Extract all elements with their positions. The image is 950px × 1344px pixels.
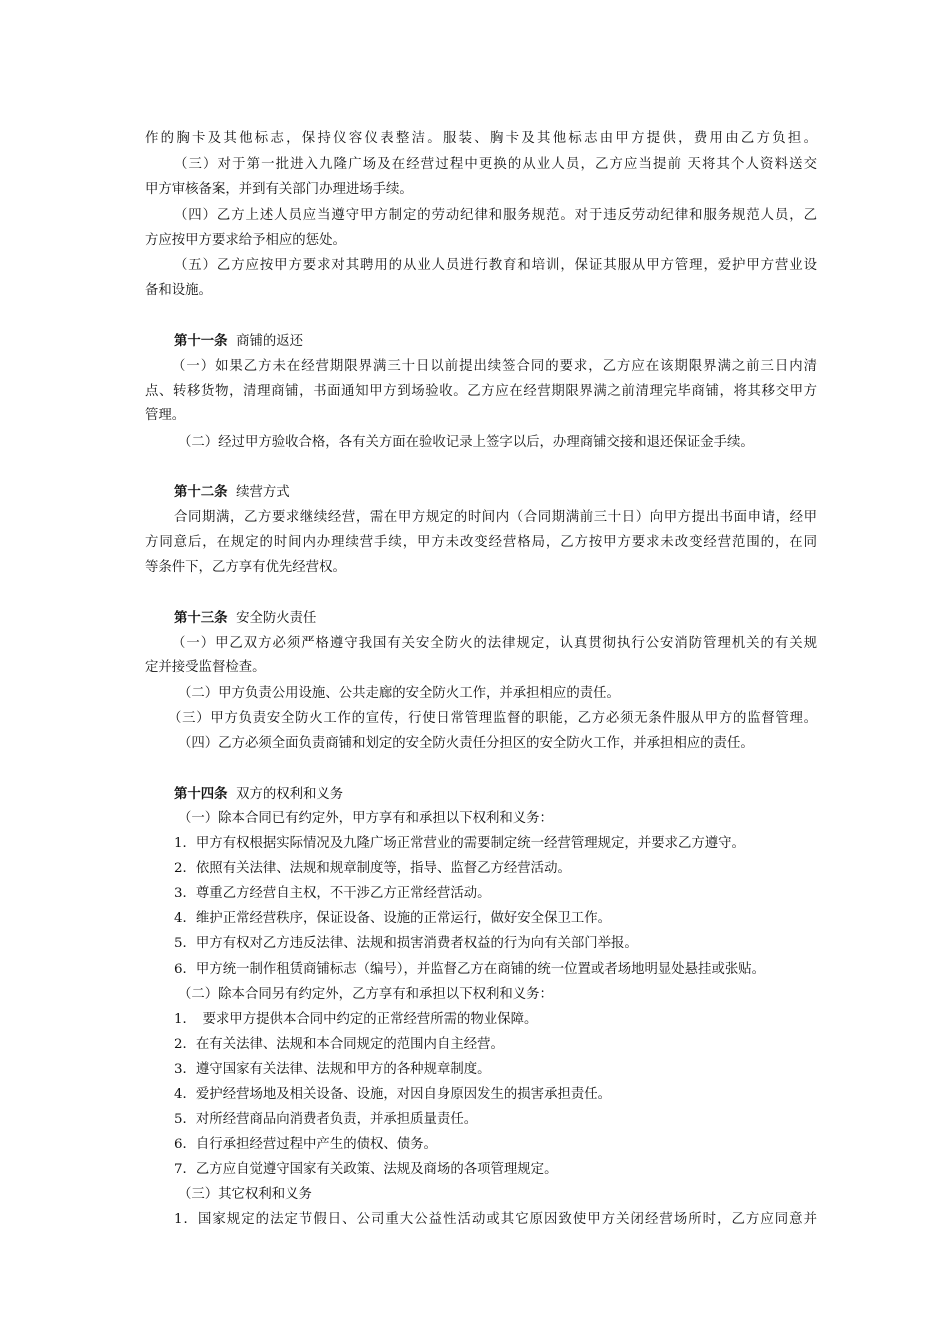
list-item: 2．在有关法律、法规和本合同规定的范围内自主经营。 [174,1037,504,1052]
article-title: 续营方式 [236,485,290,500]
text-line: 定并接受监督检查。 [145,660,266,675]
list-item: 5．对所经营商品向消费者负责，并承担质量责任。 [174,1112,478,1127]
text-line: （一）甲乙双方必须严格遵守我国有关安全防火的法律规定，认真贯彻执行公安消防管理机关的有关规 [172,636,817,651]
article-title: 安全防火责任 [236,611,317,626]
list-item: 4．维护正常经营秩序，保证设备、设施的正常运行，做好安全保卫工作。 [174,911,612,926]
text-line: 甲方审核备案，并到有关部门办理进场手续。 [145,182,413,197]
list-item: 3．遵守国家有关法律、法规和甲方的各种规章制度。 [174,1062,491,1077]
list-item: 6．自行承担经营过程中产生的债权、债务。 [174,1137,437,1152]
text-line: 等条件下，乙方享有优先经营权。 [145,560,346,575]
text-line: （五）乙方应按甲方要求对其聘用的从业人员进行教育和培训，保证其服从甲方管理，爱护甲方营业设 [174,258,817,273]
text-line: 方同意后，在规定的时间内办理续营手续，甲方未改变经营格局，乙方按甲方要求未改变经营范围的，在同 [145,535,817,550]
list-item: 3．尊重乙方经营自主权，不干涉乙方正常经营活动。 [174,886,491,901]
text-line: （一）如果乙方未在经营期限界满三十日以前提出续签合同的要求，乙方应在该期限界满之前三日内清 [172,359,817,374]
list-item: 1．甲方有权根据实际情况及九隆广场正常营业的需要制定统一经营管理规定，并要求乙方遵守。 [174,836,745,851]
text-line: 合同期满，乙方要求继续经营，需在甲方规定的时间内（合同期满前三十日）向甲方提出书面申请，经甲 [174,510,817,525]
text-line: （三）其它权利和义务 [178,1187,312,1202]
text-line: 管理。 [145,408,186,423]
article-number: 第十一条 [174,333,228,349]
article-number: 第十二条 [174,484,228,500]
article-number: 第十三条 [174,610,228,626]
article-title: 商铺的返还 [236,334,304,349]
text-line: （四）乙方上述人员应当遵守甲方制定的劳动纪律和服务规范。对于违反劳动纪律和服务规范人员，乙 [174,208,817,223]
article-number: 第十四条 [174,786,228,802]
text-line: （四）乙方必须全面负责商铺和划定的安全防火责任分担区的安全防火工作，并承担相应的责任。 [178,736,754,751]
list-item: 4．爱护经营场地及相关设备、设施，对因自身原因发生的损害承担责任。 [174,1087,612,1102]
text-line: （三）对于第一批进入九隆广场及在经营过程中更换的从业人员，乙方应当提前 天将其个人资料送交 [174,157,817,172]
article-13-heading [174,608,846,629]
list-item: 5．甲方有权对乙方违反法律、法规和损害消费者权益的行为向有关部门举报。 [174,936,638,951]
text-line: 方应按甲方要求给予相应的惩处。 [145,233,346,248]
text-line: 点、转移货物，清理商铺，书面通知甲方到场验收。乙方应在经营期限界满之前清理完毕商铺，将其移交甲方 [145,384,817,399]
text-line: （三）甲方负责安全防火工作的宣传，行使日常管理监督的职能，乙方必须无条件服从甲方的监督管理。 [168,711,817,726]
list-item: 1．国家规定的法定节假日、公司重大公益性活动或其它原因致使甲方关闭经营场所时，乙方应同意并 [174,1212,817,1227]
list-item: 7．乙方应自觉遵守国家有关政策、法规及商场的各项管理规定。 [174,1162,558,1177]
article-12-heading [174,482,846,503]
list-item: 1． 要求甲方提供本合同中约定的正常经营所需的物业保障。 [174,1012,538,1027]
article-title: 双方的权利和义务 [236,787,344,802]
text-line: 备和设施。 [145,283,212,298]
text-line: （二）甲方负责公用设施、公共走廊的安全防火工作，并承担相应的责任。 [178,686,620,701]
text-line: 作的胸卡及其他标志，保持仪容仪表整洁。服装、胸卡及其他标志由甲方提供，费用由乙方负担。 [145,131,817,146]
text-line: （二）经过甲方验收合格，各有关方面在验收记录上签字以后，办理商铺交接和退还保证金手续。 [178,435,754,450]
text-line: （二）除本合同另有约定外，乙方享有和承担以下权利和义务： [178,987,553,1002]
text-line: （一）除本合同已有约定外，甲方享有和承担以下权利和义务： [178,811,553,826]
article-14-heading [174,784,846,805]
article-11-heading [174,331,846,352]
list-item: 6．甲方统一制作租赁商铺标志（编号），并监督乙方在商铺的统一位置或者场地明显处悬挂或张贴。 [174,962,766,977]
list-item: 2．依照有关法律、法规和规章制度等，指导、监督乙方经营活动。 [174,861,571,876]
